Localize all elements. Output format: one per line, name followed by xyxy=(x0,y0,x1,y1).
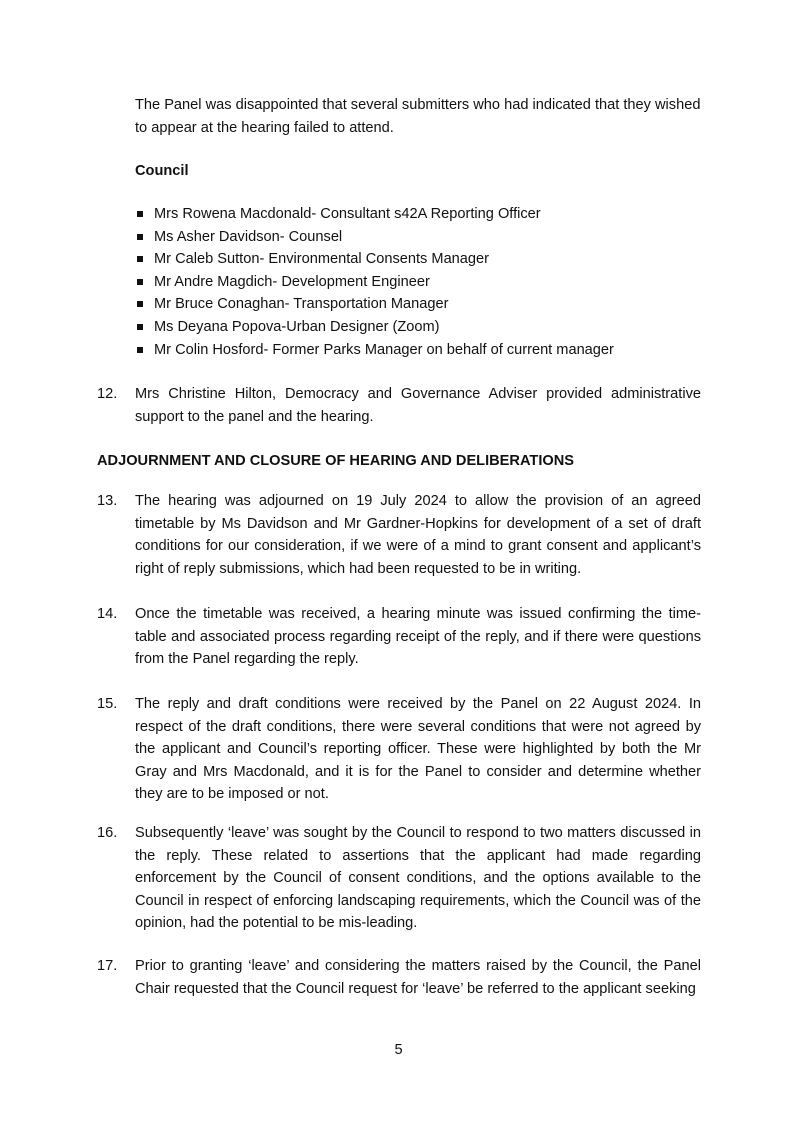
square-bullet-icon xyxy=(137,234,143,240)
list-item: Mr Caleb Sutton- Environmental Consents Manager xyxy=(135,248,701,271)
paragraph-text: Prior to granting ‘leave’ and considering the matters raised by the Council, the Panel Chair requested that the Council request for ‘leave’ be referred to the applicant seeking xyxy=(135,958,701,997)
numbered-paragraph-14 xyxy=(97,603,701,671)
intro-paragraph: The Panel was disappointed that several submitters who had indicated that they wished to appear at the hearing failed to attend. xyxy=(135,97,701,136)
paragraph-number: 14. xyxy=(97,606,118,622)
section-heading: ADJOURNMENT AND CLOSURE OF HEARING AND DELIBERATIONS xyxy=(97,453,575,469)
square-bullet-icon xyxy=(137,347,143,353)
numbered-paragraph-17 xyxy=(97,955,701,1000)
paragraph-number: 16. xyxy=(97,825,118,841)
square-bullet-icon xyxy=(137,256,143,262)
numbered-paragraph-13 xyxy=(97,490,701,580)
numbered-paragraph-16 xyxy=(97,822,701,935)
numbered-paragraph-12 xyxy=(97,383,701,428)
list-item: Mr Andre Magdich- Development Engineer xyxy=(135,271,701,294)
paragraph-text: The reply and draft conditions were received by the Panel on 22 August 2024. In respect of the draft conditions, there were several conditions that were not agreed by the applicant and Council’s reporting officer. These were highlighted by both the Mr Gray and Mrs Macdonald, and it is for the Panel to consider and determine whether they are to be imposed or not. xyxy=(135,696,701,803)
paragraph-number: 12. xyxy=(97,386,118,402)
paragraph-text: Mrs Christine Hilton, Democracy and Governance Adviser provided administrative support to the panel and the hearing. xyxy=(135,386,701,425)
paragraph-text: Subsequently ‘leave’ was sought by the Council to respond to two matters discussed in the reply. These related to assertions that the applicant had made regarding enforcement by the Council of consent conditions, and the options available to the Council in respect of enforcing landscaping requirements, which the Council was of the opinion, had the potential to be mis-leading. xyxy=(135,825,701,932)
council-heading: Council xyxy=(135,163,189,179)
list-item: Mrs Rowena Macdonald- Consultant s42A Reporting Officer xyxy=(135,203,701,226)
paragraph-number: 15. xyxy=(97,696,118,712)
list-item: Ms Deyana Popova-Urban Designer (Zoom) xyxy=(135,316,701,339)
square-bullet-icon xyxy=(137,211,143,217)
council-members-list xyxy=(135,203,701,361)
page-number: 5 xyxy=(394,1042,403,1058)
numbered-paragraph-15 xyxy=(97,693,701,806)
paragraph-text: Once the timetable was received, a hearing minute was issued confirming the time-table and associated process regarding receipt of the reply, and if there were questions from the Panel regarding the reply. xyxy=(135,606,701,668)
square-bullet-icon xyxy=(137,279,143,285)
list-item: Ms Asher Davidson- Counsel xyxy=(135,226,701,249)
square-bullet-icon xyxy=(137,301,143,307)
paragraph-text: The hearing was adjourned on 19 July 2024 to allow the provision of an agreed timetable by Ms Davidson and Mr Gardner-Hopkins for development of a set of draft conditions for our consideration, if we were of a mind to grant consent and applicant’s right of reply submissions, which had been requested to be in writing. xyxy=(135,493,701,577)
paragraph-number: 17. xyxy=(97,958,118,974)
square-bullet-icon xyxy=(137,324,143,330)
list-item: Mr Bruce Conaghan- Transportation Manager xyxy=(135,293,701,316)
list-item: Mr Colin Hosford- Former Parks Manager on behalf of current manager xyxy=(135,339,701,362)
paragraph-number: 13. xyxy=(97,493,118,509)
